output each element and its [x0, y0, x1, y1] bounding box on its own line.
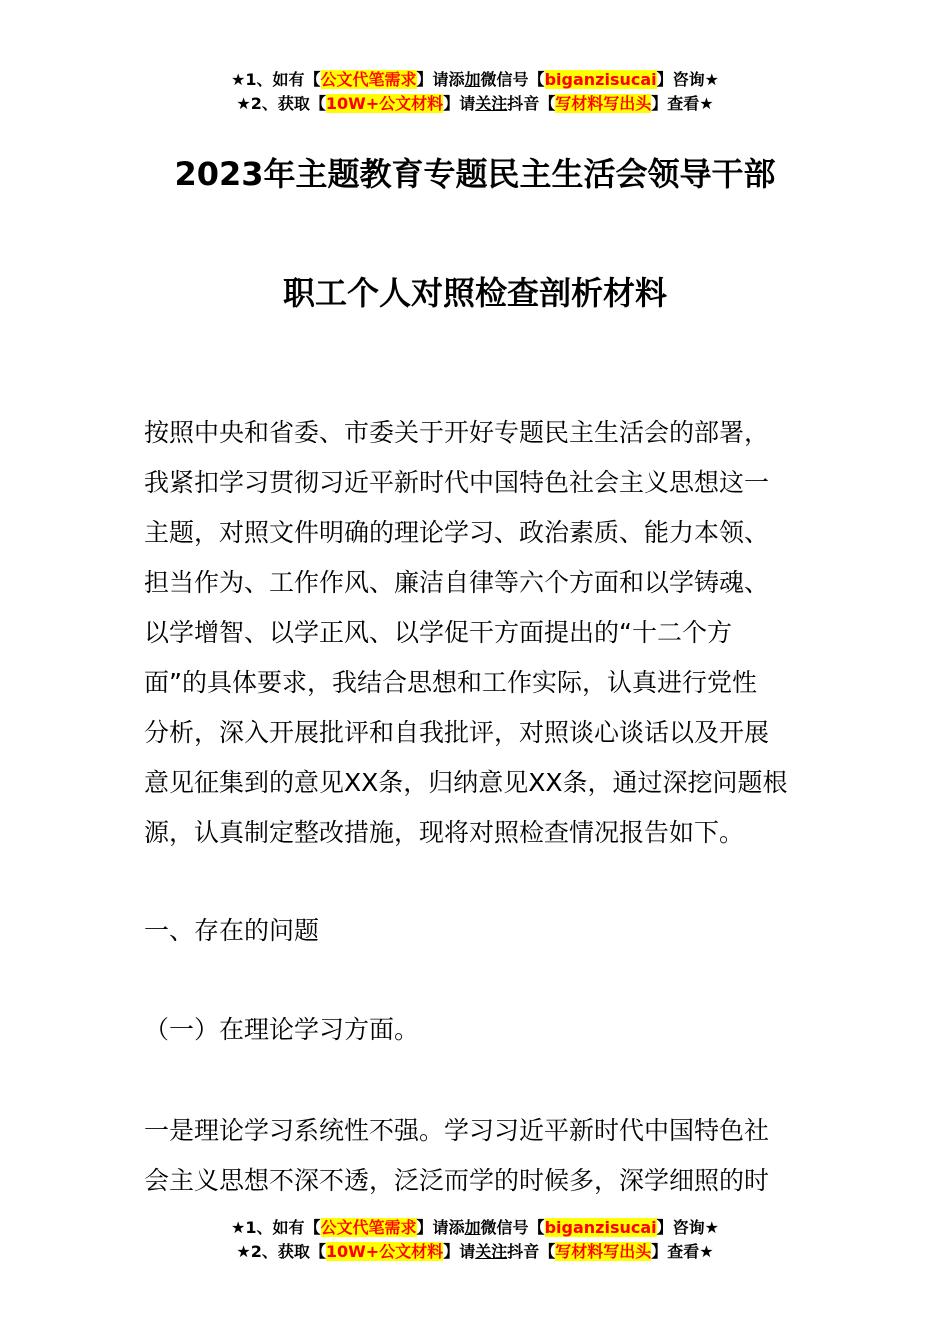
banner-line-1	[0, 1216, 950, 1240]
banner-text: 】咨询★	[656, 70, 719, 89]
theory-study-paragraph	[144, 1106, 814, 1206]
banner-text: ★2、获取【	[236, 94, 326, 113]
banner-text: ★2、获取【	[236, 1242, 326, 1261]
banner-text: 】查看★	[651, 1242, 714, 1261]
banner-text: 微信号【	[480, 70, 545, 89]
highlight-douyin-id: 写材料写出头	[555, 94, 652, 113]
banner-line-2	[0, 92, 950, 116]
paragraph-line: 一是理论学习系统性不强。学习习近平新时代中国特色社	[144, 1116, 770, 1145]
highlight-douyin-id: 写材料写出头	[555, 1242, 652, 1261]
underlined-text: 加	[464, 1218, 481, 1237]
intro-paragraph	[144, 408, 814, 858]
banner-text: 】咨询★	[656, 1218, 719, 1237]
highlight-materials-text: 10W+公文材料	[325, 1242, 444, 1261]
underlined-text: 关注	[475, 1242, 508, 1261]
paragraph-line: 按照中央和省委、市委关于开好专题民主生活会的部署，	[144, 418, 770, 447]
banner-text: 抖音【	[507, 94, 556, 113]
banner-text: 】查看★	[651, 94, 714, 113]
paragraph-line: 主题，对照文件明确的理论学习、政治素质、能力本领、	[144, 518, 770, 547]
document-title-line-1: 2023年主题教育专题民主生活会领导干部	[174, 155, 776, 193]
paragraph-line: 担当作为、工作作风、廉洁自律等六个方面和以学铸魂、	[144, 568, 770, 597]
subsection-heading: （一）在理论学习方面。	[144, 1015, 420, 1044]
document-title-line-2: 职工个人对照检查剖析材料	[282, 274, 667, 312]
banner-text: ★1、如有【	[231, 1218, 321, 1237]
underlined-text: 加	[464, 70, 481, 89]
header-banner	[0, 68, 950, 116]
paragraph-line: 源，认真制定整改措施，现将对照检查情况报告如下。	[144, 818, 745, 847]
banner-text: 】请添	[416, 70, 465, 89]
banner-text: 】请	[443, 1242, 476, 1261]
underlined-text: 关注	[475, 94, 508, 113]
highlight-service-text: 公文代笔需求	[320, 70, 417, 89]
paragraph-line: 会主义思想不深不透，泛泛而学的时候多，深学细照的时	[144, 1166, 770, 1195]
paragraph-line: 我紧扣学习贯彻习近平新时代中国特色社会主义思想这一	[144, 468, 770, 497]
highlight-materials-text: 10W+公文材料	[325, 94, 444, 113]
banner-text: 】请添	[416, 1218, 465, 1237]
paragraph-line: 分析，深入开展批评和自我批评，对照谈心谈话以及开展	[144, 718, 770, 747]
banner-text: 】请	[443, 94, 476, 113]
footer-banner	[0, 1216, 950, 1264]
banner-line-2	[0, 1240, 950, 1264]
banner-text: 微信号【	[480, 1218, 545, 1237]
highlight-service-text: 公文代笔需求	[320, 1218, 417, 1237]
highlight-wechat-id: biganzisucai	[544, 70, 657, 89]
banner-line-1	[0, 68, 950, 92]
section-heading: 一、存在的问题	[144, 916, 320, 945]
paragraph-line: 面”的具体要求，我结合思想和工作实际，认真进行党性	[144, 668, 757, 697]
highlight-wechat-id: biganzisucai	[544, 1218, 657, 1237]
banner-text: 抖音【	[507, 1242, 556, 1261]
paragraph-line: 以学增智、以学正风、以学促干方面提出的“十二个方	[144, 618, 732, 647]
banner-text: ★1、如有【	[231, 70, 321, 89]
paragraph-line: 意见征集到的意见XX条，归纳意见XX条，通过深挖问题根	[144, 768, 788, 797]
